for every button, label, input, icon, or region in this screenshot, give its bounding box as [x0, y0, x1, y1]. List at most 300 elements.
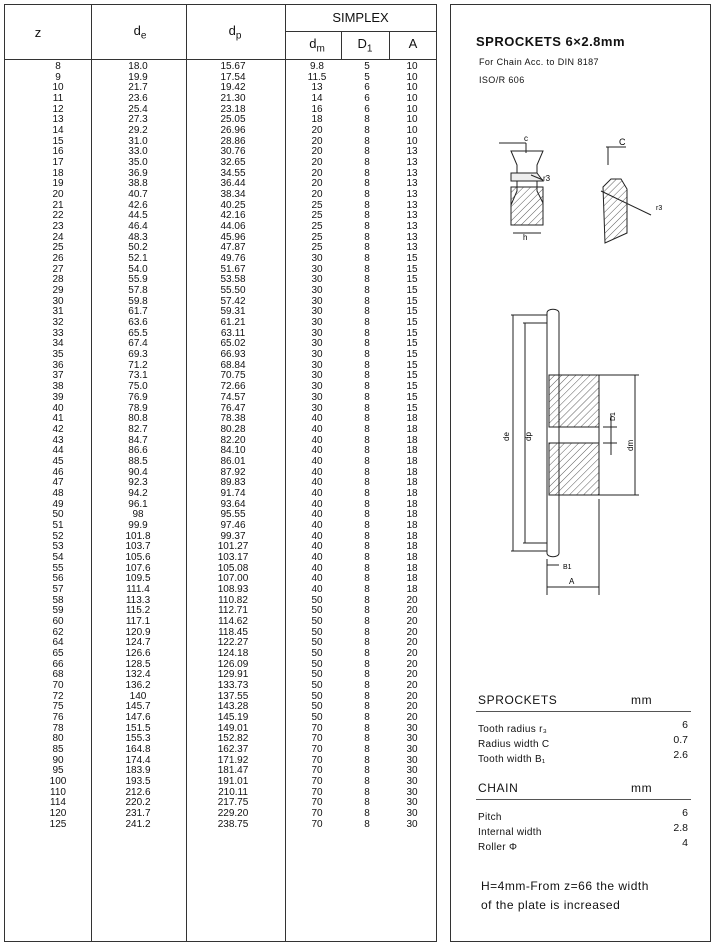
cell-dp: 124.18 — [217, 647, 249, 659]
table-row — [5, 457, 436, 468]
cell-dm: 20 — [311, 178, 323, 190]
cell-a: 15 — [406, 285, 418, 297]
cell-a: 30 — [406, 808, 418, 820]
cell-a: 15 — [406, 359, 418, 371]
cell-dm: 50 — [311, 647, 323, 659]
cell-dp: 87.92 — [220, 466, 246, 478]
cell-a: 30 — [406, 744, 418, 755]
cell-a: 15 — [406, 327, 418, 339]
cell-z: 29 — [52, 285, 64, 297]
cell-de: 67.4 — [128, 338, 148, 350]
cell-z: 80 — [52, 733, 64, 745]
cell-d1: 8 — [364, 562, 370, 574]
cell-dp: 145.19 — [217, 711, 249, 723]
cell-de: 115.2 — [125, 605, 151, 617]
cell-de: 241.2 — [125, 818, 151, 830]
cell-dm: 50 — [311, 711, 323, 723]
sprocket-drawings — [451, 125, 710, 625]
chain-unit: mm — [631, 781, 653, 795]
cell-dp: 114.62 — [218, 615, 248, 627]
cell-de: 63.6 — [128, 317, 148, 329]
cell-dm: 40 — [311, 530, 323, 542]
cell-dp: 19.42 — [220, 82, 246, 94]
cell-dm: 30 — [311, 391, 323, 403]
label-b1: B1 — [563, 564, 572, 571]
cell-dp: 53.58 — [220, 274, 246, 286]
cell-de: 65.5 — [128, 327, 148, 339]
cell-dp: 63.11 — [220, 327, 246, 339]
sprockets-heading: SPROCKETS — [478, 693, 558, 707]
table-row — [5, 617, 436, 628]
cell-dm: 70 — [311, 797, 323, 809]
table-row — [5, 425, 436, 436]
cell-a: 13 — [406, 231, 418, 243]
cell-dp: 99.37 — [220, 530, 246, 542]
cell-de: 69.3 — [128, 349, 148, 361]
cell-de: 128.5 — [125, 658, 151, 670]
cell-dm: 20 — [311, 157, 323, 169]
cell-de: 99.9 — [128, 519, 148, 531]
cell-a: 15 — [406, 306, 418, 318]
cell-d1: 8 — [364, 327, 370, 339]
cell-z: 17 — [52, 157, 64, 169]
cell-dp: 91.74 — [220, 487, 246, 499]
cell-a: 10 — [406, 71, 418, 83]
cell-z: 15 — [52, 135, 64, 147]
cell-de: 54.0 — [128, 263, 148, 275]
table-row — [5, 820, 436, 831]
cell-z: 49 — [52, 498, 64, 510]
cell-a: 18 — [406, 434, 418, 446]
cell-a: 20 — [406, 679, 418, 691]
cell-a: 10 — [406, 82, 418, 94]
cell-d1: 8 — [364, 221, 370, 233]
cell-d1: 8 — [364, 519, 370, 531]
cell-z: 27 — [52, 263, 64, 275]
cell-d1: 8 — [364, 413, 370, 425]
cell-dp: 76.47 — [220, 402, 246, 414]
cell-a: 20 — [406, 605, 418, 617]
cell-d1: 8 — [364, 498, 370, 510]
cell-dm: 25 — [311, 210, 323, 222]
cell-a: 20 — [406, 615, 418, 627]
cell-dm: 50 — [311, 637, 323, 649]
cell-a: 15 — [406, 338, 418, 350]
cell-z: 85 — [52, 744, 64, 755]
cell-a: 18 — [406, 519, 418, 531]
cell-dm: 40 — [311, 477, 323, 489]
label-c-left: c — [524, 134, 528, 143]
cell-z: 18 — [52, 167, 64, 179]
cell-dm: 70 — [311, 765, 323, 777]
cell-de: 174.4 — [125, 754, 151, 766]
cell-z: 120 — [49, 808, 67, 820]
cell-de: 78.9 — [128, 402, 148, 414]
cell-d1: 8 — [364, 722, 370, 734]
cell-dm: 40 — [311, 551, 323, 563]
cell-dm: 25 — [311, 221, 323, 233]
cell-dp: 38.34 — [220, 189, 246, 201]
cell-a: 30 — [406, 722, 418, 734]
cell-d1: 8 — [364, 295, 370, 307]
cell-a: 20 — [406, 594, 418, 606]
cell-dp: 95.55 — [220, 509, 246, 521]
cell-de: 212.6 — [125, 786, 151, 798]
cell-z: 36 — [52, 359, 64, 371]
cell-d1: 8 — [364, 701, 370, 713]
cell-d1: 8 — [364, 615, 370, 627]
cell-dp: 65.02 — [220, 338, 246, 350]
plate-width-note: H=4mm-From z=66 the width of the plate is increased — [481, 879, 649, 912]
cell-a: 20 — [406, 658, 418, 670]
cell-dp: 28.86 — [220, 135, 246, 147]
label-a: A — [569, 577, 575, 586]
cell-z: 125 — [49, 818, 67, 830]
cell-a: 18 — [406, 487, 418, 499]
cell-de: 94.2 — [128, 487, 148, 499]
cell-a: 15 — [406, 381, 418, 393]
cell-de: 76.9 — [128, 391, 148, 403]
cell-dm: 30 — [311, 349, 323, 361]
tooth-profile-right — [601, 147, 651, 243]
sprocket-title: SPROCKETS 6×2.8mm — [476, 34, 626, 49]
cell-dp: 40.25 — [220, 199, 246, 211]
header-simplex: SIMPLEX — [332, 10, 389, 25]
cell-de: 92.3 — [128, 477, 148, 489]
cell-dp: 238.75 — [217, 818, 249, 830]
cell-z: 60 — [52, 615, 64, 627]
cell-de: 164.8 — [125, 744, 151, 755]
cell-dp: 26.96 — [220, 125, 246, 137]
cell-de: 57.8 — [128, 285, 148, 297]
cell-dm: 50 — [311, 615, 323, 627]
cell-a: 18 — [406, 498, 418, 510]
cell-z: 28 — [52, 274, 64, 286]
cell-d1: 8 — [364, 370, 370, 382]
cell-d1: 8 — [364, 690, 370, 702]
cell-z: 34 — [52, 338, 64, 350]
sprockets-item: Tooth radius r₃ 6 — [478, 719, 688, 735]
cell-dp: 118.45 — [218, 626, 248, 638]
header-a: A — [408, 36, 418, 51]
label-dm: dm — [626, 439, 635, 451]
cell-a: 15 — [406, 349, 418, 361]
cell-a: 13 — [406, 167, 418, 179]
cell-d1: 8 — [364, 167, 370, 179]
cell-dm: 30 — [311, 327, 323, 339]
cell-z: 22 — [52, 210, 64, 222]
cell-de: 111.4 — [126, 583, 150, 595]
cell-z: 8 — [55, 61, 61, 72]
cell-z: 54 — [52, 551, 64, 563]
cell-a: 18 — [406, 583, 418, 595]
sprockets-list — [478, 719, 688, 764]
cell-a: 10 — [406, 61, 418, 72]
cell-dm: 25 — [311, 242, 323, 254]
cell-dp: 51.67 — [220, 263, 246, 275]
cell-z: 12 — [52, 103, 64, 115]
cell-a: 13 — [406, 242, 418, 254]
cell-dm: 50 — [311, 658, 323, 670]
cell-de: 38.8 — [128, 178, 148, 190]
cell-dm: 40 — [311, 562, 323, 574]
cell-dp: 108.93 — [217, 583, 249, 595]
cell-dm: 70 — [311, 744, 323, 755]
cell-dm: 40 — [311, 541, 323, 553]
cell-z: 32 — [52, 317, 64, 329]
cell-a: 20 — [406, 701, 418, 713]
cell-a: 13 — [406, 210, 418, 222]
cell-de: 21.7 — [128, 82, 148, 94]
cell-z: 16 — [52, 146, 64, 158]
cell-dm: 11.5 — [307, 71, 327, 83]
cell-dp: 82.20 — [220, 434, 246, 446]
cell-dm: 50 — [311, 679, 323, 691]
cell-a: 18 — [406, 477, 418, 489]
cell-dp: 55.50 — [220, 285, 246, 297]
cell-de: 36.9 — [128, 167, 148, 179]
cell-dm: 70 — [311, 733, 323, 745]
cell-dm: 50 — [311, 701, 323, 713]
cell-d1: 8 — [364, 658, 370, 670]
cell-dm: 30 — [311, 263, 323, 275]
cell-dm: 40 — [311, 509, 323, 521]
cell-a: 15 — [406, 263, 418, 275]
dimension-table — [4, 4, 437, 942]
cell-a: 20 — [406, 669, 418, 681]
header-d1: $D_1$ — [357, 36, 373, 55]
cell-z: 23 — [52, 221, 64, 233]
cell-de: 25.4 — [128, 103, 148, 115]
cell-a: 18 — [406, 423, 418, 435]
cell-dp: 181.47 — [217, 765, 249, 777]
cell-d1: 8 — [364, 776, 370, 788]
cell-dm: 70 — [311, 754, 323, 766]
cell-a: 30 — [406, 818, 418, 830]
cell-de: 50.2 — [128, 242, 148, 254]
cell-dp: 101.27 — [217, 541, 249, 553]
cell-dp: 21.30 — [220, 93, 246, 105]
cell-z: 48 — [52, 487, 64, 499]
cell-dp: 57.42 — [220, 295, 246, 307]
cell-de: 44.5 — [128, 210, 148, 222]
label-c-right: C — [619, 137, 626, 147]
cell-z: 43 — [52, 434, 64, 446]
cell-de: 103.7 — [125, 541, 151, 553]
info-panel — [450, 4, 711, 942]
cell-dp: 74.57 — [220, 391, 246, 403]
cell-a: 18 — [406, 530, 418, 542]
cell-z: 53 — [52, 541, 64, 553]
cell-de: 18.0 — [128, 61, 148, 72]
cell-d1: 8 — [364, 808, 370, 820]
cell-d1: 8 — [364, 274, 370, 286]
cell-d1: 8 — [364, 466, 370, 478]
cell-a: 13 — [406, 157, 418, 169]
cell-dm: 70 — [311, 722, 323, 734]
cell-d1: 8 — [364, 381, 370, 393]
cell-dp: 105.08 — [217, 562, 249, 574]
cell-dm: 50 — [311, 626, 323, 638]
cell-de: 147.6 — [125, 711, 151, 723]
cell-a: 20 — [406, 647, 418, 659]
cell-z: 68 — [52, 669, 64, 681]
cell-d1: 8 — [364, 669, 370, 681]
cell-dm: 20 — [311, 146, 323, 158]
cell-z: 13 — [52, 114, 64, 126]
cell-dm: 40 — [311, 413, 323, 425]
cell-de: 105.6 — [125, 551, 151, 563]
sprockets-unit: mm — [631, 693, 653, 707]
cell-z: 35 — [52, 349, 64, 361]
cell-de: 40.7 — [128, 189, 148, 201]
cell-z: 26 — [52, 253, 64, 265]
cell-de: 101.8 — [125, 530, 151, 542]
cell-a: 15 — [406, 295, 418, 307]
cell-dm: 40 — [311, 434, 323, 446]
cell-z: 42 — [52, 423, 64, 435]
cell-de: 82.7 — [128, 423, 148, 435]
cell-a: 30 — [406, 733, 418, 745]
cell-de: 73.1 — [128, 370, 148, 382]
cell-de: 109.5 — [125, 573, 151, 585]
cell-d1: 8 — [364, 679, 370, 691]
cell-d1: 8 — [364, 210, 370, 222]
cell-d1: 8 — [364, 530, 370, 542]
cell-z: 41 — [52, 413, 64, 425]
cell-de: 27.3 — [128, 114, 148, 126]
cell-dp: 44.06 — [220, 221, 246, 233]
cell-dm: 40 — [311, 498, 323, 510]
cell-d1: 5 — [364, 71, 370, 83]
cell-dp: 15.67 — [220, 61, 246, 72]
cell-dm: 40 — [311, 423, 323, 435]
cell-a: 10 — [406, 125, 418, 137]
cell-z: 46 — [52, 466, 64, 478]
chain-item: Internal width 2.8 — [478, 822, 688, 838]
cell-dp: 68.84 — [220, 359, 246, 371]
cell-dp: 122.27 — [217, 637, 249, 649]
cell-a: 18 — [406, 466, 418, 478]
cell-dm: 30 — [311, 306, 323, 318]
cell-d1: 8 — [364, 605, 370, 617]
cell-a: 18 — [406, 445, 418, 457]
cell-a: 10 — [406, 93, 418, 105]
cell-dm: 25 — [311, 199, 323, 211]
cell-dm: 50 — [311, 594, 323, 606]
cell-z: 110 — [50, 786, 66, 798]
cell-z: 14 — [52, 125, 64, 137]
cell-d1: 8 — [364, 199, 370, 211]
cell-d1: 8 — [364, 477, 370, 489]
cell-de: 75.0 — [128, 381, 148, 393]
cell-de: 35.0 — [128, 157, 148, 169]
cell-d1: 8 — [364, 509, 370, 521]
cell-dp: 23.18 — [220, 103, 246, 115]
cell-d1: 8 — [364, 637, 370, 649]
cell-dp: 93.64 — [220, 498, 246, 510]
cell-de: 59.8 — [128, 295, 148, 307]
cell-d1: 8 — [364, 349, 370, 361]
cell-z: 31 — [52, 306, 64, 318]
cell-de: 31.0 — [128, 135, 148, 147]
cell-z: 65 — [52, 647, 64, 659]
cell-a: 20 — [406, 626, 418, 638]
cell-d1: 8 — [364, 263, 370, 275]
cell-de: 46.4 — [128, 221, 148, 233]
tooth-profile-left — [499, 143, 543, 233]
cell-dp: 17.54 — [220, 71, 246, 83]
cell-z: 90 — [52, 754, 64, 766]
cell-dp: 210.11 — [218, 786, 248, 798]
cell-dm: 14 — [311, 93, 323, 105]
chain-item: Pitch 6 — [478, 807, 688, 823]
cell-d1: 8 — [364, 487, 370, 499]
header-z: z — [34, 25, 42, 40]
cell-z: 57 — [52, 583, 64, 595]
cell-z: 72 — [52, 690, 64, 702]
table-row — [5, 521, 436, 532]
cell-dm: 9.8 — [310, 61, 324, 72]
cell-d1: 8 — [364, 434, 370, 446]
cell-z: 56 — [52, 573, 64, 585]
cell-dm: 18 — [311, 114, 323, 126]
chain-list — [478, 807, 688, 852]
cell-a: 10 — [406, 135, 418, 147]
cell-d1: 8 — [364, 744, 370, 755]
cell-dm: 30 — [311, 381, 323, 393]
cell-de: 124.7 — [125, 637, 151, 649]
cell-z: 58 — [52, 594, 64, 606]
cell-dm: 30 — [311, 370, 323, 382]
cell-de: 107.6 — [125, 562, 151, 574]
cell-z: 40 — [52, 402, 64, 414]
cell-dp: 34.55 — [220, 167, 246, 179]
cell-de: 183.9 — [125, 765, 151, 777]
cell-dm: 30 — [311, 338, 323, 350]
cell-dp: 78.38 — [220, 413, 246, 425]
label-de: de — [502, 432, 511, 441]
cell-dm: 40 — [311, 445, 323, 457]
cell-z: 66 — [52, 658, 64, 670]
cell-dm: 50 — [311, 669, 323, 681]
cell-dm: 50 — [311, 605, 323, 617]
cell-z: 64 — [52, 637, 64, 649]
cell-dm: 40 — [311, 455, 323, 467]
cell-de: 52.1 — [128, 253, 148, 265]
cell-a: 30 — [406, 776, 418, 788]
header-de: $d_e$ — [133, 23, 147, 42]
cell-dp: 126.09 — [217, 658, 249, 670]
cell-a: 18 — [406, 413, 418, 425]
cell-de: 120.9 — [125, 626, 151, 638]
sprocket-section — [511, 309, 639, 595]
cell-d1: 8 — [364, 786, 370, 798]
chain-heading: CHAIN — [478, 781, 519, 795]
cell-z: 51 — [52, 519, 64, 531]
cell-z: 76 — [52, 711, 64, 723]
cell-d1: 8 — [364, 146, 370, 158]
cell-dm: 70 — [311, 776, 323, 788]
cell-d1: 8 — [364, 231, 370, 243]
cell-de: 96.1 — [128, 498, 148, 510]
cell-de: 126.6 — [125, 647, 151, 659]
cell-z: 114 — [50, 797, 66, 809]
cell-a: 30 — [406, 797, 418, 809]
cell-dp: 162.37 — [217, 744, 249, 755]
cell-d1: 8 — [364, 359, 370, 371]
cell-d1: 8 — [364, 797, 370, 809]
